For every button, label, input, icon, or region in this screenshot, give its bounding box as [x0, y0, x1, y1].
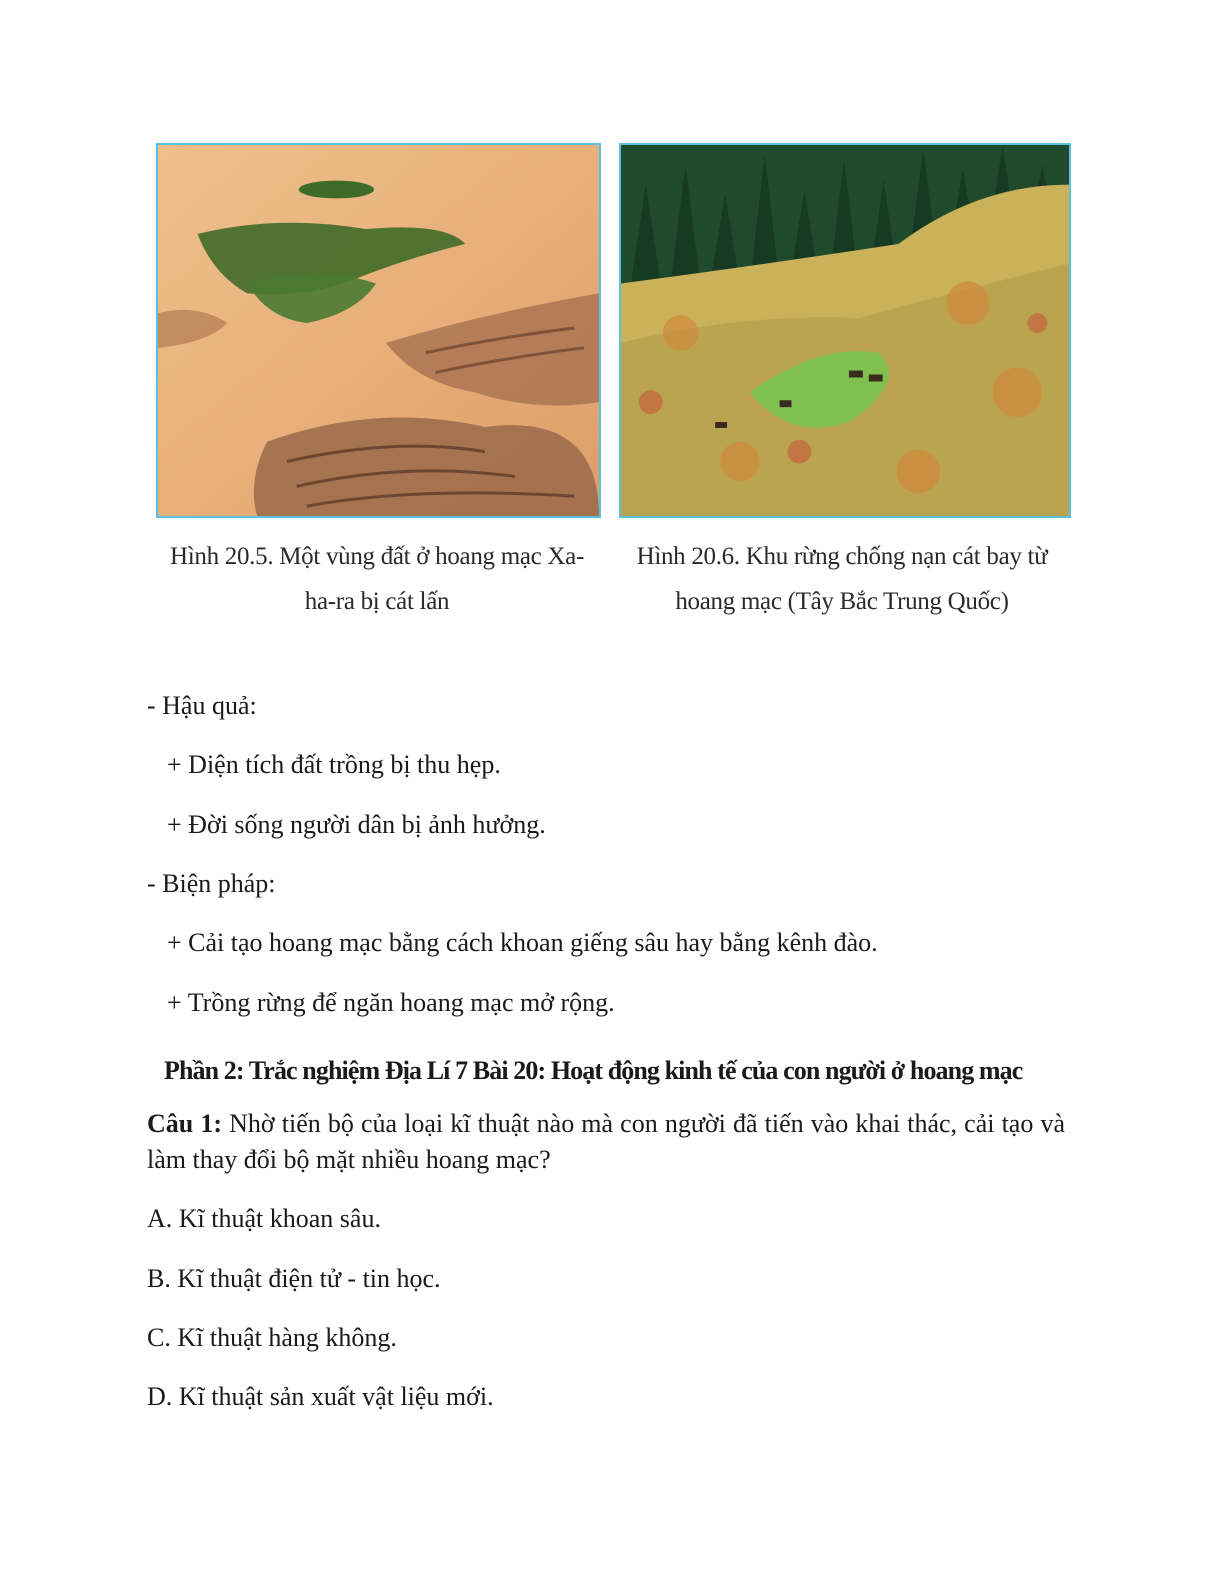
consequence-item: + Diện tích đất trồng bị thu hẹp. — [167, 750, 501, 779]
answer-option-c: C. Kĩ thuật hàng không. — [147, 1323, 397, 1352]
section-title: Phần 2: Trắc nghiệm Địa Lí 7 Bài 20: Hoạt động kinh tế của con người ở hoang mạc — [164, 1056, 1023, 1085]
measures-heading: - Biện pháp: — [147, 869, 276, 898]
caption-line: Hình 20.6. Khu rừng chống nạn cát bay từ — [636, 543, 1048, 570]
answer-option-a: A. Kĩ thuật khoan sâu. — [147, 1204, 381, 1233]
figure-sahara-photo — [156, 143, 601, 518]
caption-line: Hình 20.5. Một vùng đất ở hoang mạc Xa- — [170, 543, 584, 570]
answer-option-d: D. Kĩ thuật sản xuất vật liệu mới. — [147, 1382, 494, 1411]
sahara-photo-illustration — [158, 145, 599, 516]
forest-photo-illustration — [621, 145, 1069, 516]
figure-forest-photo — [619, 143, 1071, 518]
question-1 — [147, 1106, 1065, 1178]
figure-caption-sahara — [146, 534, 608, 624]
measure-item: + Cải tạo hoang mạc bằng cách khoan giếng sâu hay bằng kênh đào. — [167, 928, 878, 957]
consequence-item: + Đời sống người dân bị ảnh hưởng. — [167, 810, 546, 839]
question-text: Nhờ tiến bộ của loại kĩ thuật nào mà con người đã tiến vào khai thác, cải tạo và làm thay đổi bộ mặt nhiều hoang mạc? — [147, 1109, 1065, 1174]
question-label: Câu 1: — [147, 1109, 223, 1138]
answer-option-b: B. Kĩ thuật điện tử - tin học. — [147, 1264, 441, 1293]
measure-item: + Trồng rừng để ngăn hoang mạc mở rộng. — [167, 988, 615, 1017]
caption-line: ha-ra bị cát lấn — [304, 588, 450, 615]
consequences-heading: - Hậu quả: — [147, 691, 257, 720]
caption-line: hoang mạc (Tây Bắc Trung Quốc) — [675, 588, 1009, 615]
figure-caption-forest — [612, 534, 1072, 624]
